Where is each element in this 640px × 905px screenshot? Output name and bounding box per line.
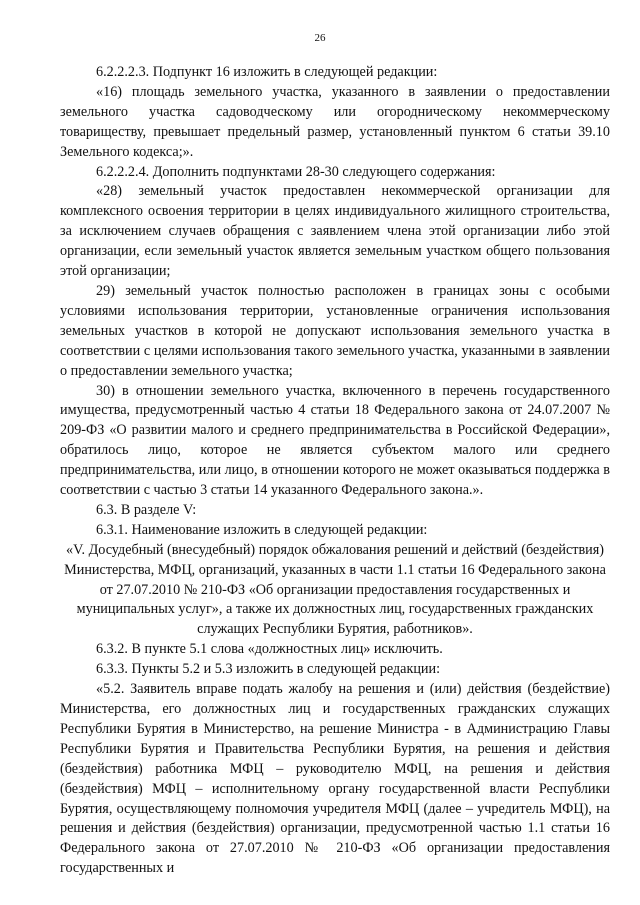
paragraph-subitem-16: «16) площадь земельного участка, указанного в заявлении о предоставлении земельного участка садоводческому или огородническому некоммерческому товариществу, превышает предельный размер, установленный пунктом 6 статьи 39.10 Земельного кодекса;». [60, 83, 610, 160]
page-number: 26 [314, 32, 326, 44]
paragraph-6-3-2: 6.3.2. В пункте 5.1 слова «должностных лиц» исключить. [96, 641, 443, 658]
paragraph-subitem-30: 30) в отношении земельного участка, включенного в перечень государственного имущества, предусмотренный частью 4 статьи 18 Федерального закона от 24.07.2007 № 209-ФЗ «О развитии малого и среднего предпринимательства в Российской Федерации», обратилось лицо, которое не является субъектом малого или среднего предпринимательства, или лицо, в отношении которого не может оказываться поддержка в соответствии с частью 3 статьи 14 указанного Федерального закона.». [60, 382, 610, 499]
document-body [60, 63, 610, 879]
paragraph-6-2-2-2-4: 6.2.2.2.4. Дополнить подпунктами 28-30 следующего содержания: [96, 163, 496, 180]
section-v-heading: «V. Досудебный (внесудебный) порядок обжалования решений и действий (бездействия) Министерства, МФЦ, организаций, указанных в части 1.1 статьи 16 Федерального закона от 27.07.2010 № 210-ФЗ «Об организации предоставления государственных и муниципальных услуг», а также их должностных лиц, государственных гражданских служащих Республики Бурятия, работников». [64, 541, 606, 638]
paragraph-5-2: «5.2. Заявитель вправе подать жалобу на решения и (или) действия (бездействие) Министерства, его должностных лиц и государственных гражданских служащих Республики Бурятия в Министерство, на решение Министра - в Администрацию Главы Республики Бурятия и Правительства Республики Бурятия, на решения и действия (бездействия) работника МФЦ – руководителю МФЦ, на решения и действия (бездействия) МФЦ – исполнительному органу государственной власти Республики Бурятия, осуществляющему полномочия учредителя МФЦ (далее – учредитель МФЦ), на решения и действия (бездействия) организации, предусмотренной частью 1.1 статьи 16 Федерального закона от 27.07.2010 № 210-ФЗ «Об организации предоставления государственных и [60, 681, 610, 877]
paragraph-subitem-28: «28) земельный участок предоставлен некоммерческой организации для комплексного освоения территории в целях индивидуального жилищного строительства, за исключением случаев обращения с заявлением члена этой организации либо этой организации, если земельный участок является земельным участком общего пользования этой организации; [60, 183, 610, 280]
paragraph-6-2-2-2-3: 6.2.2.2.3. Подпункт 16 изложить в следующей редакции: [96, 64, 438, 80]
paragraph-6-3-1: 6.3.1. Наименование изложить в следующей редакции: [96, 521, 428, 538]
paragraph-6-3: 6.3. В разделе V: [96, 501, 197, 518]
paragraph-6-3-3: 6.3.3. Пункты 5.2 и 5.3 изложить в следующей редакции: [96, 661, 441, 678]
paragraph-subitem-29: 29) земельный участок полностью расположен в границах зоны с особыми условиями использования территории, установленные ограничения использования земельных участков в которой не допускают использования земельного участка в соответствии с целями использования такого земельного участка, указанными в заявлении о предоставлении земельного участка; [60, 282, 610, 379]
